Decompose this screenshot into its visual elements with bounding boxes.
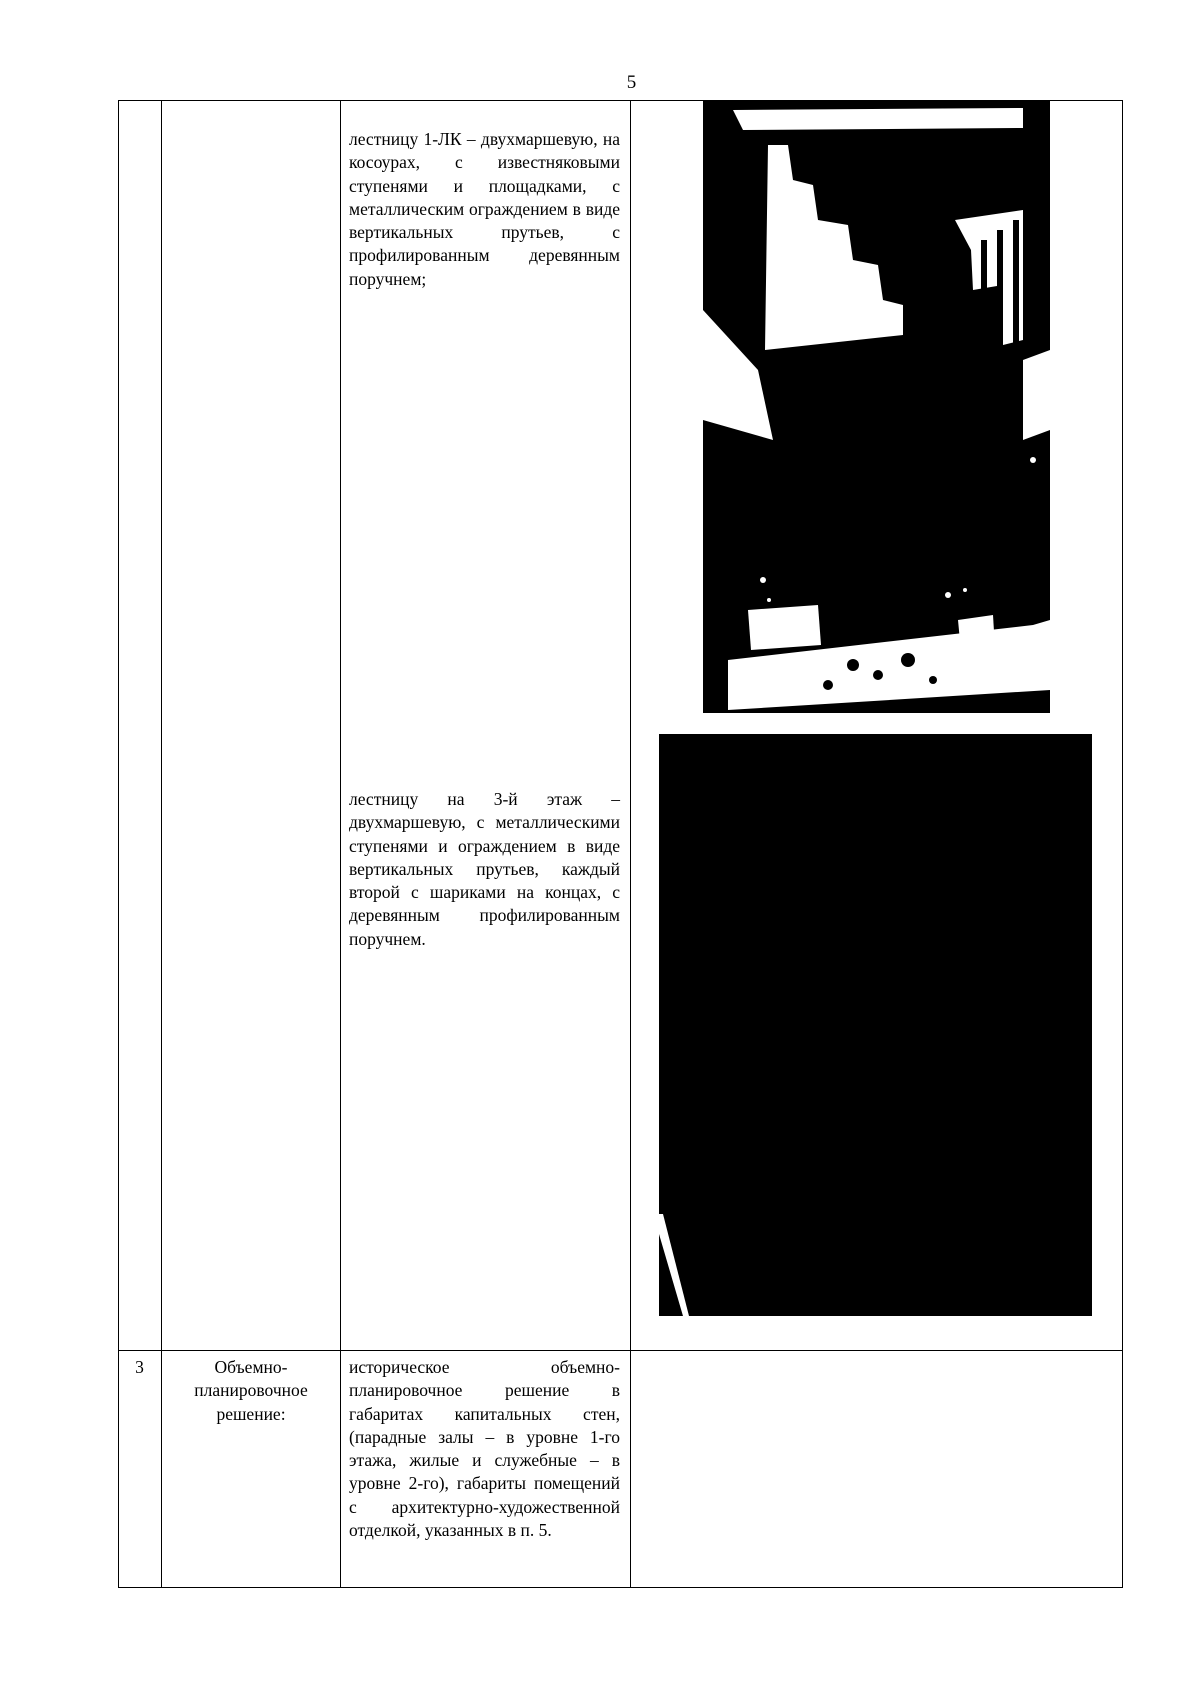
table-border-right	[1122, 100, 1123, 1588]
table-divider-description	[630, 100, 631, 1588]
dark-photo	[659, 734, 1092, 1316]
staircase-photo	[703, 100, 1050, 713]
staircase-photo-image	[703, 100, 1050, 713]
protected-elements-table	[118, 100, 1123, 1588]
row-title-volume-planning-visible: Объемно-планировочное решение:	[194, 1357, 308, 1424]
dark-photo-image	[659, 734, 1092, 1316]
page-number: 5	[626, 72, 637, 93]
table-border-bottom	[118, 1587, 1123, 1588]
table-divider-title	[340, 100, 341, 1588]
row-description-volume-planning: историческое объемно-планировочное решение в габаритах капитальных стен, (парадные залы – в уровне 1-го этажа, жилые и служебные – в уровне 2-го), габариты помещений с архитектурно-художественной отделкой, указанных в п. 5.	[349, 1357, 620, 1541]
table-row-divider	[118, 1350, 1123, 1351]
table-divider-number	[161, 100, 162, 1588]
row-number-3: 3	[135, 1357, 144, 1377]
description-staircase-1lk: лестницу 1-ЛК – двухмаршевую, на косоурах, с известняковыми ступенями и площадками, с металлическим ограждением в виде вертикальных прутьев, с профилированным деревянным поручнем;	[349, 129, 620, 289]
description-staircase-3rd-floor: лестницу на 3-й этаж – двухмаршевую, с металлическими ступенями и ограждением в виде вертикальных прутьев, каждый второй с шариками на концах, с деревянным профилированным поручнем.	[349, 789, 620, 949]
